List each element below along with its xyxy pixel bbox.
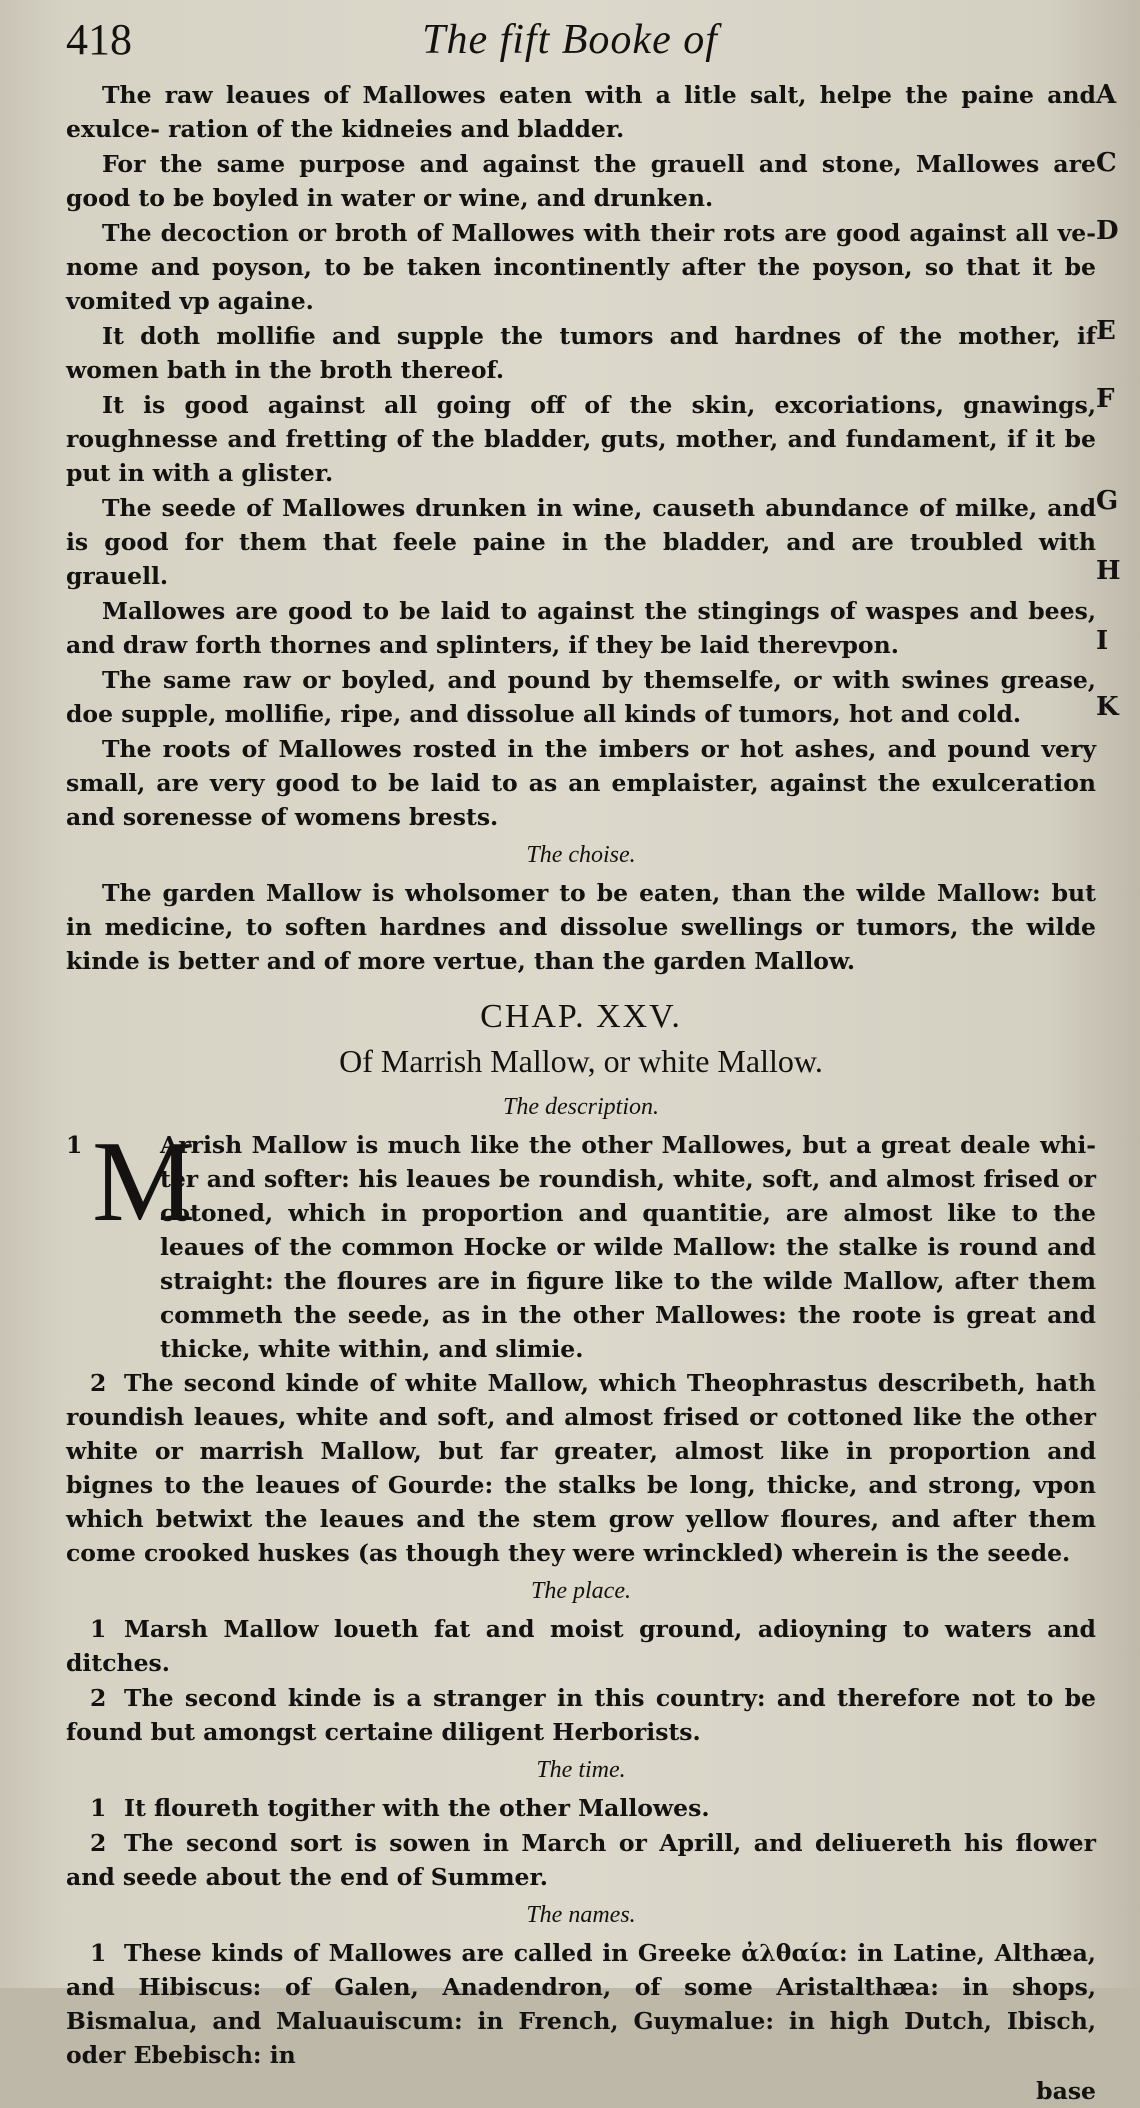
time-item-2 — [66, 1826, 1096, 1894]
margin-letter-e: E — [1096, 316, 1116, 346]
time-item-2-text: The second sort is sowen in March or Aprill, and deliuereth his flower and seede about the end of Summer. — [66, 1829, 1096, 1891]
drop-capital: M — [92, 1118, 196, 1246]
margin-letter-a: A — [1096, 80, 1117, 110]
catchword: base — [1036, 2077, 1096, 2105]
page-header — [60, 14, 1080, 64]
place-item-1 — [66, 1612, 1096, 1680]
virtue-paragraph-4: It doth mollifie and supple the tumors and hardnes of the mother, if women bath in the broth thereof. — [66, 322, 1096, 384]
time-item-1-text: It floureth togither with the other Mallowes. — [124, 1794, 710, 1822]
margin-letter-d: D — [1096, 216, 1119, 246]
item-number: 2 — [90, 1829, 107, 1857]
names-item-1 — [66, 1936, 1096, 2072]
margin-letter-h: H — [1096, 556, 1121, 586]
item-number: 1 — [90, 1794, 107, 1822]
choise-paragraph: The garden Mallow is wholsomer to be eaten, than the wilde Mallow: but in medicine, to soften hardnes and dissolue swellings or tumors, the wilde kinde is better and of more vertue, than the garden Mallow. — [66, 879, 1096, 975]
virtue-paragraph-6: The seede of Mallowes drunken in wine, causeth abundance of milke, and is good for them that feele paine in the bladder, and are troubled with grauell. — [66, 494, 1096, 590]
running-title: The fift Booke of — [422, 17, 718, 63]
virtue-paragraph-5: It is good against all going off of the skin, excoriations, gnawings, roughnesse and fretting of the bladder, guts, mother, and fundament, if it be put in with a glister. — [66, 391, 1096, 487]
description-item-1-text: Arrish Mallow is much like the other Mallowes, but a great deale whi- ter and softer: his leaues be roundish, white, soft, and almost frised or cotoned, which in proportion and quantitie, are almost like to the leaues of the common Hocke or wilde Mallow: the stalke is round and straight: the floures are in figure like to the wilde Mallow, after them commeth the seede, as in the other Mallowes: the roote is great and thicke, white within, and slimie. — [160, 1131, 1096, 1363]
item-number: 1 — [90, 1615, 107, 1643]
margin-letter-i: I — [1096, 626, 1109, 656]
virtue-paragraph-2: For the same purpose and against the grauell and stone, Mallowes are good to be boyled in water or wine, and drunken. — [66, 150, 1096, 212]
virtue-paragraph-7: Mallowes are good to be laid to against the stingings of waspes and bees, and draw forth thornes and splinters, if they be laid therevpon. — [66, 597, 1096, 659]
description-item-2 — [66, 1366, 1096, 1570]
virtue-paragraph-9: The roots of Mallowes rosted in the imbers or hot ashes, and pound very small, are very good to be laid to as an emplaister, against the exulceration and sorenesse of womens brests. — [66, 735, 1096, 831]
place-item-1-text: Marsh Mallow loueth fat and moist ground, adioyning to waters and ditches. — [66, 1615, 1096, 1677]
chapter-number: CHAP. XXV. — [480, 998, 682, 1035]
place-item-2-text: The second kinde is a stranger in this country: and therefore not to be found but amongst certaine diligent Herborists. — [66, 1684, 1096, 1746]
place-heading: The place. — [531, 1578, 631, 1604]
item-number: 1 — [66, 1131, 83, 1159]
margin-letter-g: G — [1096, 486, 1119, 516]
choise-heading: The choise. — [526, 842, 636, 868]
item-number: 2 — [90, 1684, 107, 1712]
place-item-2 — [66, 1681, 1096, 1749]
virtue-paragraph-8: The same raw or boyled, and pound by themselfe, or with swines grease, doe supple, mollifie, ripe, and dissolue all kinds of tumors, hot and cold. — [66, 666, 1096, 728]
item-number: 2 — [90, 1369, 107, 1397]
virtue-paragraph-3: The decoction or broth of Mallowes with their rots are good against all ve- nome and poyson, to be taken incontinently after the poyson, so that it be vomited vp againe. — [66, 219, 1096, 315]
margin-letter-f: F — [1096, 384, 1115, 414]
virtue-paragraph-1: The raw leaues of Mallowes eaten with a litle salt, helpe the paine and exulce- ration of the kidneies and bladder. — [66, 81, 1096, 143]
page-text — [66, 78, 1096, 2108]
margin-letter-c: C — [1096, 148, 1117, 178]
page-number: 418 — [66, 15, 132, 64]
description-heading: The description. — [503, 1094, 659, 1120]
chapter-title: Of Marrish Mallow, or white Mallow. — [339, 1043, 823, 1079]
names-heading: The names. — [526, 1902, 636, 1928]
description-item-2-text: The second kinde of white Mallow, which Theophrastus describeth, hath roundish leaues, white and soft, and almost frised or cottoned like the other white or marrish Mallow, but far greater, almost like in proportion and bignes to the leaues of Gourde: the stalks be long, thicke, and strong, vpon which betwixt the leaues and the stem grow yellow floures, and after them come crooked huskes (as though they were wrinckled) wherein is the seede. — [66, 1369, 1096, 1567]
margin-letter-k: K — [1096, 692, 1119, 722]
time-item-1 — [66, 1791, 1096, 1825]
description-item-1 — [66, 1118, 1096, 1366]
item-number: 1 — [90, 1939, 107, 1967]
names-item-1-text: These kinds of Mallowes are called in Greeke ἀλθαία: in Latine, Althæa, and Hibiscus: of Galen, Anadendron, of some Aristalthæa: in shops, Bismalua, and Maluauiscum: in French, Guymalue: in high Dutch, Ibisch, oder Ebebisch: in — [66, 1939, 1096, 2069]
time-heading: The time. — [536, 1757, 626, 1783]
